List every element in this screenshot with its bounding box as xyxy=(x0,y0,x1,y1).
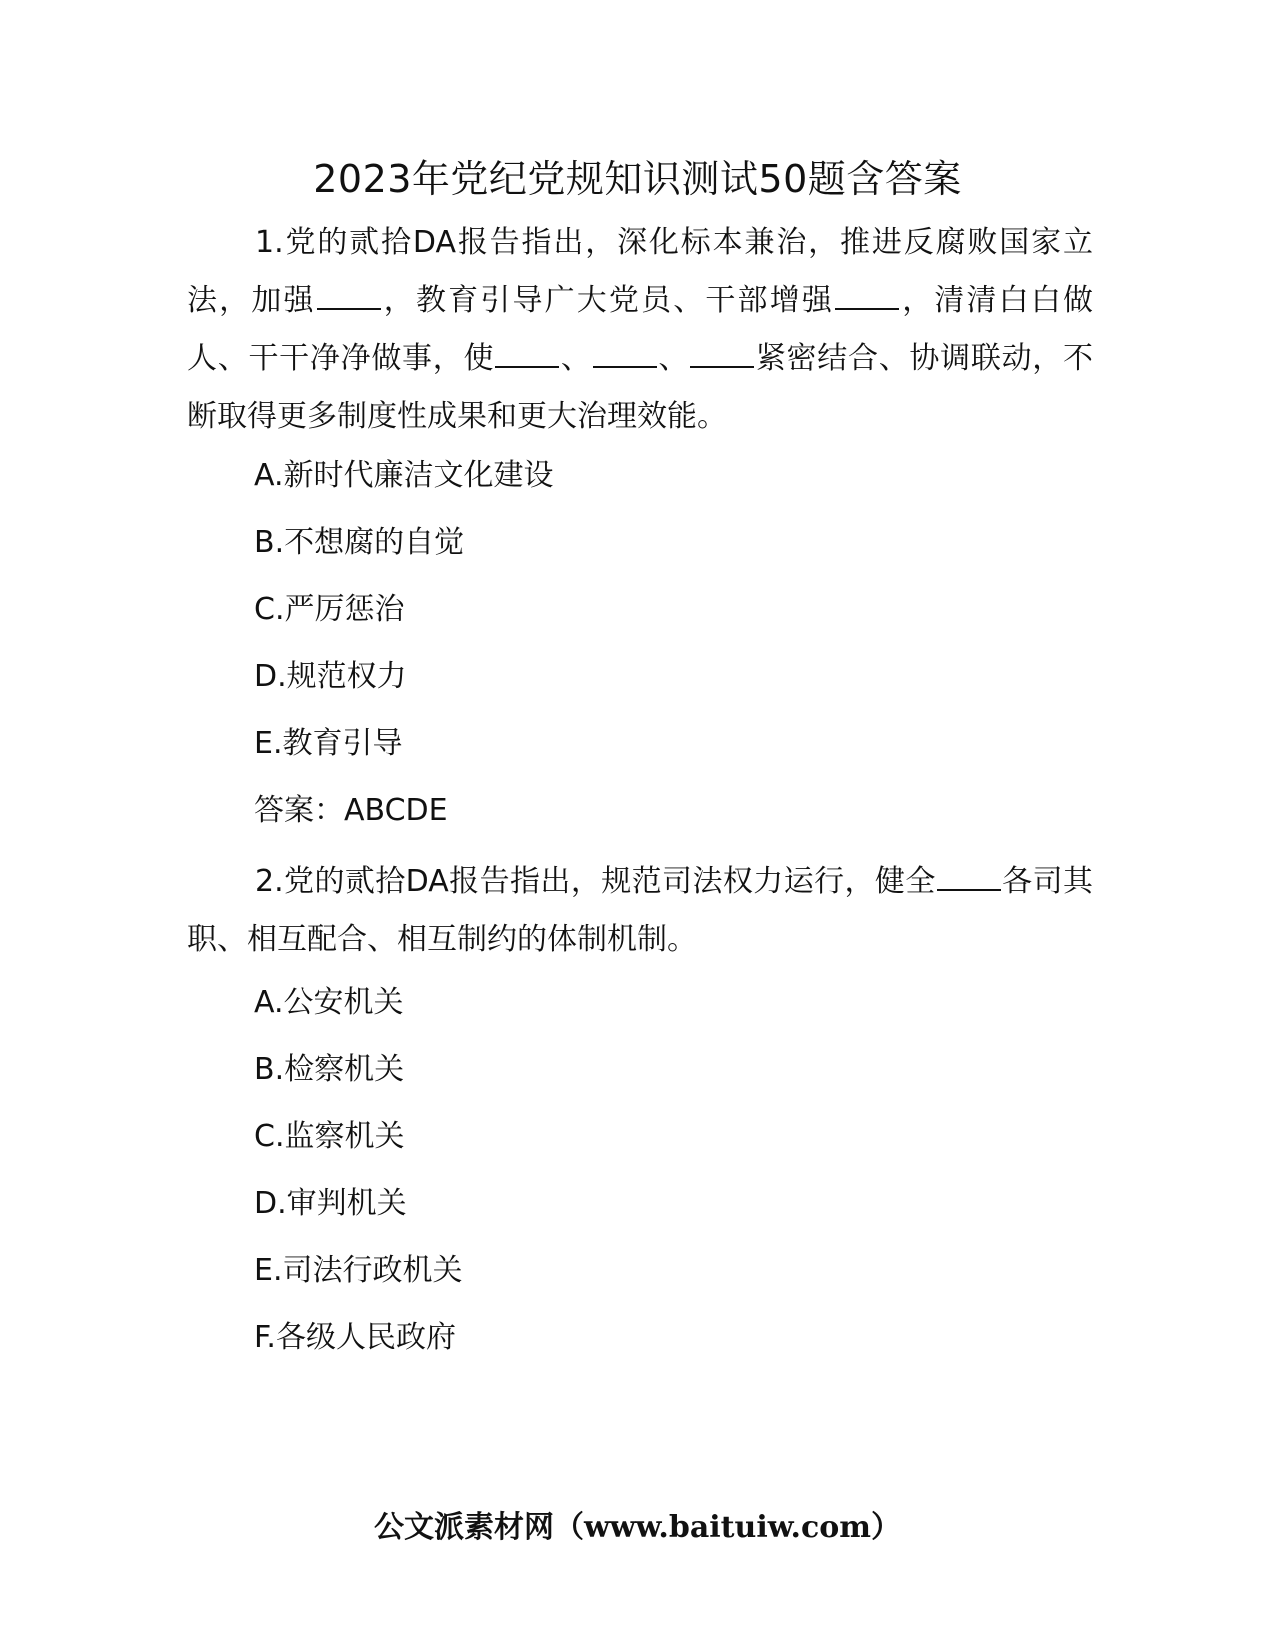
question-2-option-f: F.各级人民政府 xyxy=(254,1320,456,1355)
question-2-option-e: E.司法行政机关 xyxy=(254,1253,463,1288)
answer-blank xyxy=(317,282,381,310)
question-number: 2. xyxy=(255,864,284,899)
question-1-option-b: B.不想腐的自觉 xyxy=(254,525,465,560)
question-1-option-e: E.教育引导 xyxy=(254,726,403,761)
answer-blank xyxy=(835,282,899,310)
question-1-stem xyxy=(187,214,1093,446)
stem-text: 各司其职、相互配合、相互制约的体制机制。 xyxy=(187,864,1093,957)
question-2-stem xyxy=(187,853,1093,969)
answer-blank xyxy=(593,340,657,368)
question-number: 1. xyxy=(255,225,284,260)
stem-text: 、 xyxy=(560,341,592,376)
question-2-option-c: C.监察机关 xyxy=(254,1119,405,1154)
question-1-option-a: A.新时代廉洁文化建设 xyxy=(254,458,554,493)
question-1-option-d: D.规范权力 xyxy=(254,659,407,694)
stem-text: 党的贰拾DA报告指出，深化标本兼治，推进反腐败国家立法，加强 xyxy=(187,225,1093,318)
question-2-option-b: B.检察机关 xyxy=(254,1052,405,1087)
stem-text: 党的贰拾DA报告指出，规范司法权力运行，健全 xyxy=(283,864,936,899)
question-2-option-d: D.审判机关 xyxy=(254,1186,407,1221)
stem-text: 、 xyxy=(657,341,690,376)
stem-text: ，教育引导广大党员、干部增强 xyxy=(381,283,835,318)
stem-text: 紧密结合、协调联动，不断取得更多制度性成果和更大治理效能。 xyxy=(187,341,1094,434)
answer-blank xyxy=(690,340,754,368)
question-1-answer: 答案：ABCDE xyxy=(254,793,448,828)
page-footer: 公文派素材网（www.baituiw.com） xyxy=(373,1510,902,1545)
question-2-option-a: A.公安机关 xyxy=(254,985,404,1020)
question-1-option-c: C.严厉惩治 xyxy=(254,592,405,627)
document-title: 2023年党纪党规知识测试50题含答案 xyxy=(313,157,962,201)
answer-blank xyxy=(495,340,559,368)
stem-text: ，清清白白做人、干干净净做事，使 xyxy=(187,283,1094,376)
answer-blank xyxy=(937,863,1001,891)
